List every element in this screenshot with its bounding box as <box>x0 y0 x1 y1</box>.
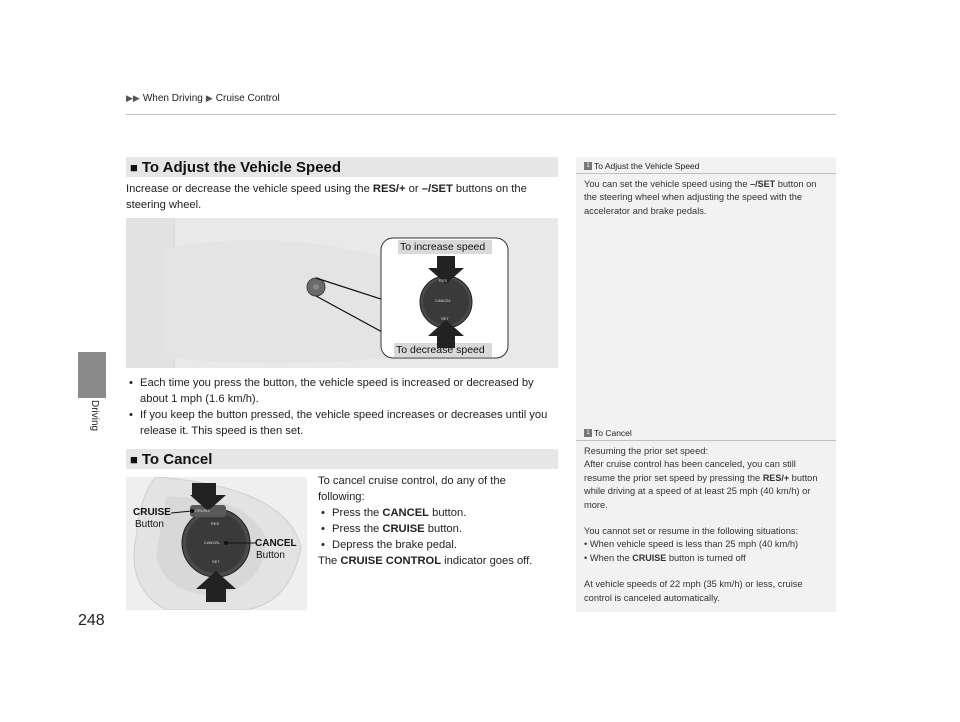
label-increase-speed: To increase speed <box>400 241 486 253</box>
breadcrumb-arrow-icon: ▶▶ <box>126 93 140 103</box>
outro-text: The <box>318 555 341 567</box>
indicator-ref: CRUISE CONTROL <box>340 555 442 567</box>
outro-text: indicator goes off. <box>441 555 533 567</box>
list-text: button. <box>429 507 467 519</box>
note-title-text: To Cancel <box>594 428 632 438</box>
section-header-adjust-speed <box>126 157 558 177</box>
intro-text: or <box>405 183 422 195</box>
spacer <box>584 565 828 578</box>
note-body <box>584 178 828 218</box>
note-paragraph: You cannot set or resume in the following situations: <box>584 526 799 537</box>
cancel-button[interactable]: CANCEL <box>204 540 221 545</box>
note-text: After cruise control has been canceled, you can still resume the prior set speed by pressing the <box>584 459 796 483</box>
note-paragraph <box>584 458 828 512</box>
note-marker-icon: 1 <box>584 429 592 437</box>
steering-wheel-illustration <box>126 218 558 368</box>
section-square-icon: ■ <box>130 451 138 467</box>
intro-text: buttons on the steering wheel. <box>126 183 527 211</box>
note-text: When vehicle speed is less than 25 mph (40 km/h) <box>589 539 799 550</box>
res-button-ref: RES/+ <box>372 183 406 195</box>
chapter-tab <box>78 352 106 398</box>
note-paragraph: Resuming the prior set speed: <box>584 446 709 456</box>
set-button-ref: –/SET <box>750 179 776 189</box>
cancel-button-sub: Button <box>256 550 285 561</box>
intro-text: Increase or decrease the vehicle speed using the <box>126 183 373 195</box>
breadcrumb-level1[interactable]: When Driving <box>142 93 203 104</box>
note-title <box>584 424 828 440</box>
cancel-button[interactable]: CANCEL <box>435 298 452 303</box>
note-text: button while driving at a speed of at least 25 mph (40 km/h) or more. <box>584 472 818 510</box>
list-item: • Each time you press the button, the vehicle speed is increased or decreased by about 1 mph (1.6 km/h). <box>126 375 558 407</box>
list-text: Press the <box>332 507 383 519</box>
note-divider <box>576 440 836 441</box>
note-list-item: • When vehicle speed is less than 25 mph (40 km/h) <box>584 539 799 550</box>
res-button[interactable]: RES <box>439 278 448 283</box>
note-title-text: To Adjust the Vehicle Speed <box>594 161 700 171</box>
section-title: To Adjust the Vehicle Speed <box>141 158 342 176</box>
set-button-ref: –/SET <box>421 183 453 195</box>
list-item <box>318 521 548 537</box>
adjust-bullets <box>126 375 558 439</box>
cancel-outro <box>318 553 548 569</box>
cruise-button-label: CRUISE <box>133 507 171 518</box>
breadcrumb-arrow-icon: ▶ <box>205 93 213 103</box>
set-button[interactable]: SET <box>441 316 449 321</box>
page-number: 248 <box>78 612 105 629</box>
cancel-button-label: CANCEL <box>255 538 297 549</box>
breadcrumb-level2[interactable]: Cruise Control <box>215 93 280 104</box>
list-text: button. <box>424 523 462 535</box>
cancel-intro: To cancel cruise control, do any of the following: <box>318 475 506 503</box>
cruise-button[interactable]: CRUISE <box>195 508 211 513</box>
note-divider <box>576 173 836 174</box>
list-item <box>318 505 548 521</box>
cruise-button-sub: Button <box>135 519 164 530</box>
note-text: When the <box>589 552 633 563</box>
spacer <box>584 512 828 525</box>
note-cancel <box>576 424 836 612</box>
set-button[interactable]: SET <box>212 559 220 564</box>
chapter-label: Driving <box>89 400 100 432</box>
breadcrumb <box>126 93 280 104</box>
cruise-button-ref: CRUISE <box>382 523 425 535</box>
note-body <box>584 445 828 605</box>
header-divider <box>126 114 836 115</box>
cancel-figure <box>126 477 307 610</box>
cancel-button-ref: CANCEL <box>382 507 429 519</box>
list-item: • Depress the brake pedal. <box>318 537 548 553</box>
res-button[interactable]: RES <box>211 521 220 526</box>
note-marker-icon: 1 <box>584 162 592 170</box>
res-button-ref: RES/+ <box>762 472 790 483</box>
note-text: button on the steering wheel when adjusting the speed with the accelerator and brake pedals. <box>584 179 817 216</box>
label-decrease-speed: To decrease speed <box>396 344 485 356</box>
steering-wheel-figure <box>126 218 558 368</box>
cruise-button-ref: CRUISE <box>632 552 667 563</box>
note-text: button is turned off <box>666 552 746 563</box>
section-header-cancel <box>126 449 558 469</box>
list-text: Press the <box>332 523 383 535</box>
note-adjust-speed <box>576 157 836 427</box>
section-square-icon: ■ <box>130 159 138 175</box>
cancel-instructions <box>318 473 548 569</box>
adjust-intro <box>126 181 558 213</box>
list-item: • If you keep the button pressed, the vehicle speed increases or decreases until you release it. This speed is then set. <box>126 407 558 439</box>
note-text: You can set the vehicle speed using the <box>584 179 751 189</box>
note-list-item: • When the CRUISE button is turned off <box>584 552 746 563</box>
note-title <box>584 157 828 173</box>
section-title: To Cancel <box>141 450 213 468</box>
note-paragraph: At vehicle speeds of 22 mph (35 km/h) or less, cruise control is canceled automatically. <box>584 579 803 603</box>
